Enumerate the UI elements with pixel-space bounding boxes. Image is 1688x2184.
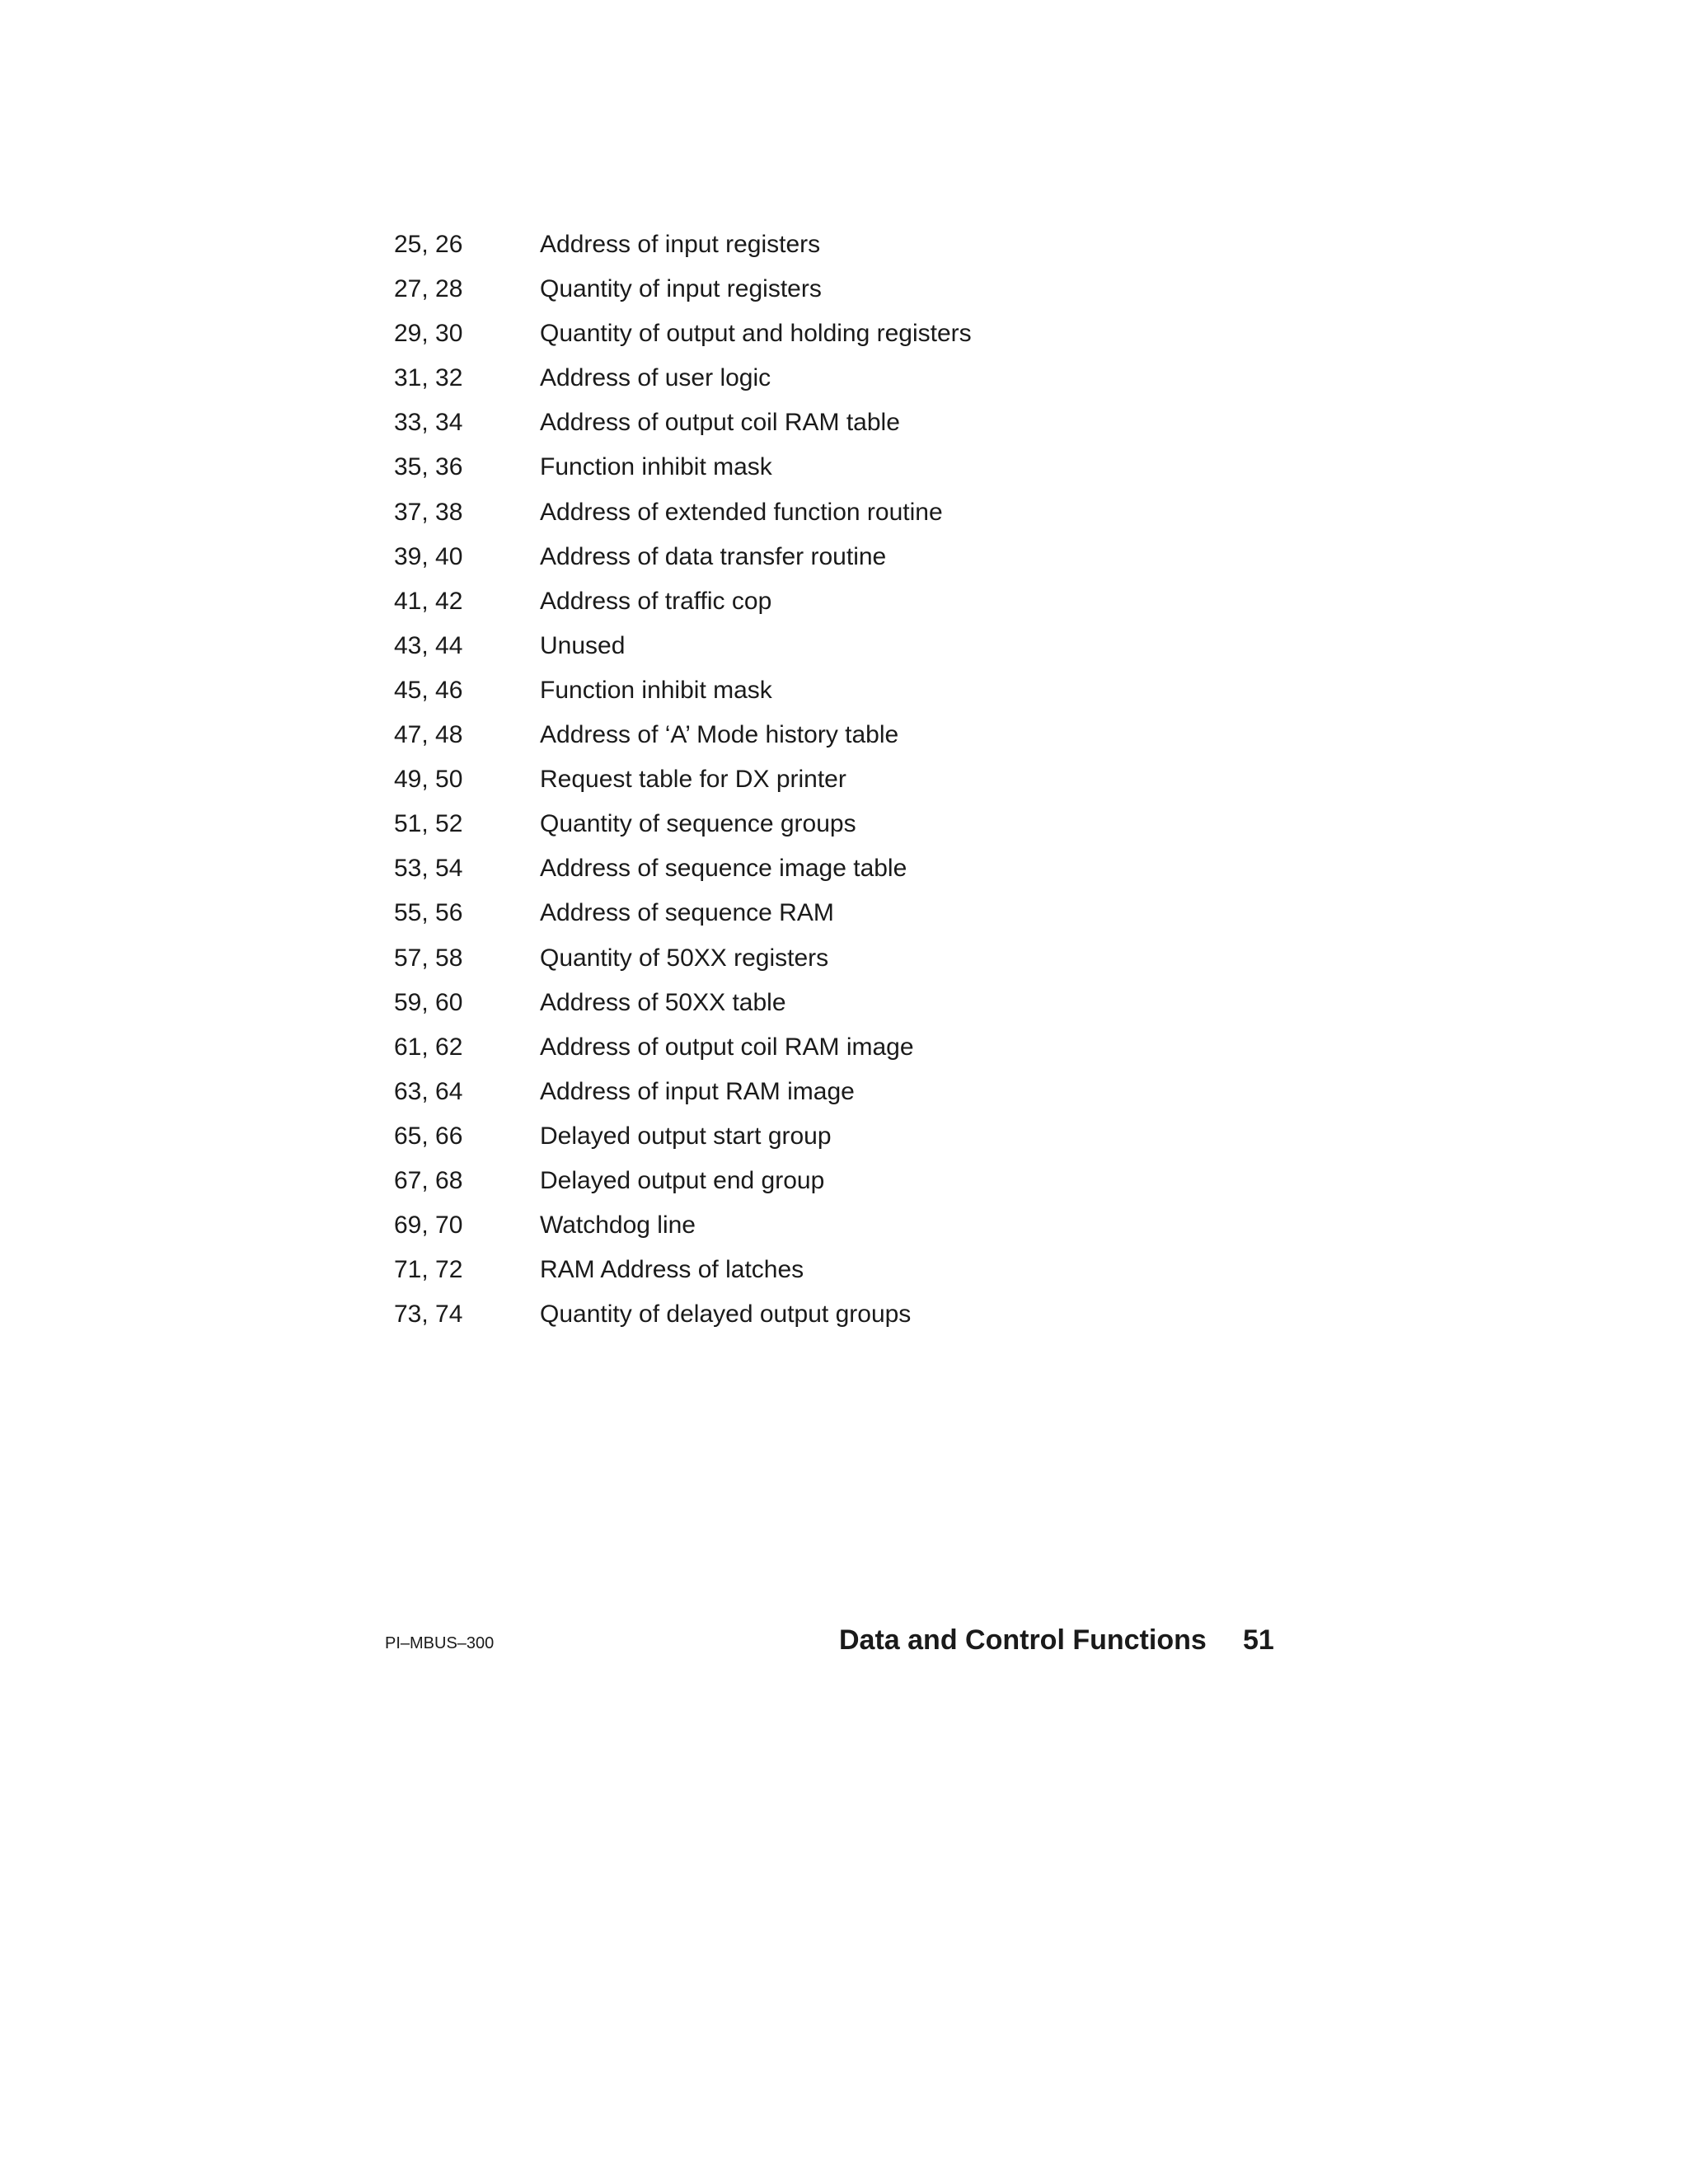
byte-description: Address of user logic [540,364,771,392]
byte-description: Delayed output end group [540,1166,825,1194]
byte-description: Quantity of delayed output groups [540,1301,912,1329]
byte-description: Address of sequence image table [540,855,907,883]
byte-description: Quantity of 50XX registers [540,944,829,972]
byte-description: Quantity of output and holding registers [540,320,972,348]
byte-description: Function inhibit mask [540,676,772,704]
list-item [394,1070,1136,1114]
list-item [394,668,1136,713]
register-list [394,223,1136,1337]
byte-numbers: 31, 32 [394,364,463,392]
list-item [394,535,1136,579]
byte-description: Address of sequence RAM [540,899,834,927]
byte-numbers: 61, 62 [394,1033,463,1061]
list-item [394,713,1136,757]
byte-description: Watchdog line [540,1212,696,1240]
list-item [394,1203,1136,1248]
list-item [394,490,1136,535]
document-id: PI–MBUS–300 [385,1634,495,1652]
byte-numbers: 71, 72 [394,1256,463,1284]
byte-numbers: 43, 44 [394,631,463,659]
byte-description: RAM Address of latches [540,1256,804,1284]
list-item [394,846,1136,891]
byte-numbers: 65, 66 [394,1122,463,1150]
byte-numbers: 27, 28 [394,275,463,303]
byte-description: Unused [540,631,626,659]
byte-description: Quantity of input registers [540,275,822,303]
list-item [394,356,1136,401]
byte-numbers: 45, 46 [394,676,463,704]
byte-description: Function inhibit mask [540,453,772,481]
byte-numbers: 55, 56 [394,899,463,927]
byte-description: Address of input RAM image [540,1077,855,1105]
byte-numbers: 39, 40 [394,542,463,570]
byte-description: Address of input registers [540,231,821,258]
list-item [394,981,1136,1025]
byte-description: Address of data transfer routine [540,542,887,570]
list-item [394,1025,1136,1070]
byte-description: Address of extended function routine [540,498,943,526]
section-title: Data and Control Functions [839,1624,1207,1656]
byte-numbers: 29, 30 [394,320,463,348]
list-item [394,1159,1136,1203]
byte-description: Address of output coil RAM table [540,409,900,437]
list-item [394,936,1136,981]
byte-description: Quantity of sequence groups [540,810,856,838]
page-number: 51 [1243,1624,1274,1656]
list-item [394,624,1136,668]
byte-description: Request table for DX printer [540,766,846,794]
list-item [394,891,1136,935]
list-item [394,1114,1136,1159]
byte-numbers: 67, 68 [394,1166,463,1194]
list-item [394,579,1136,624]
list-item [394,312,1136,356]
byte-description: Address of output coil RAM image [540,1033,914,1061]
byte-description: Address of ‘A’ Mode history table [540,721,899,749]
byte-numbers: 63, 64 [394,1077,463,1105]
list-item [394,267,1136,312]
byte-numbers: 33, 34 [394,409,463,437]
byte-numbers: 59, 60 [394,988,463,1016]
list-item [394,1292,1136,1337]
list-item [394,445,1136,490]
byte-numbers: 41, 42 [394,587,463,615]
byte-numbers: 37, 38 [394,498,463,526]
byte-numbers: 53, 54 [394,855,463,883]
list-item [394,401,1136,445]
byte-description: Delayed output start group [540,1122,832,1150]
byte-numbers: 73, 74 [394,1301,463,1329]
byte-numbers: 47, 48 [394,721,463,749]
byte-numbers: 57, 58 [394,944,463,972]
list-item [394,757,1136,802]
byte-description: Address of traffic cop [540,587,772,615]
list-item [394,1248,1136,1292]
byte-numbers: 51, 52 [394,810,463,838]
list-item [394,802,1136,846]
byte-numbers: 35, 36 [394,453,463,481]
byte-numbers: 25, 26 [394,231,463,258]
byte-numbers: 49, 50 [394,766,463,794]
byte-numbers: 69, 70 [394,1212,463,1240]
list-item [394,223,1136,267]
byte-description: Address of 50XX table [540,988,786,1016]
